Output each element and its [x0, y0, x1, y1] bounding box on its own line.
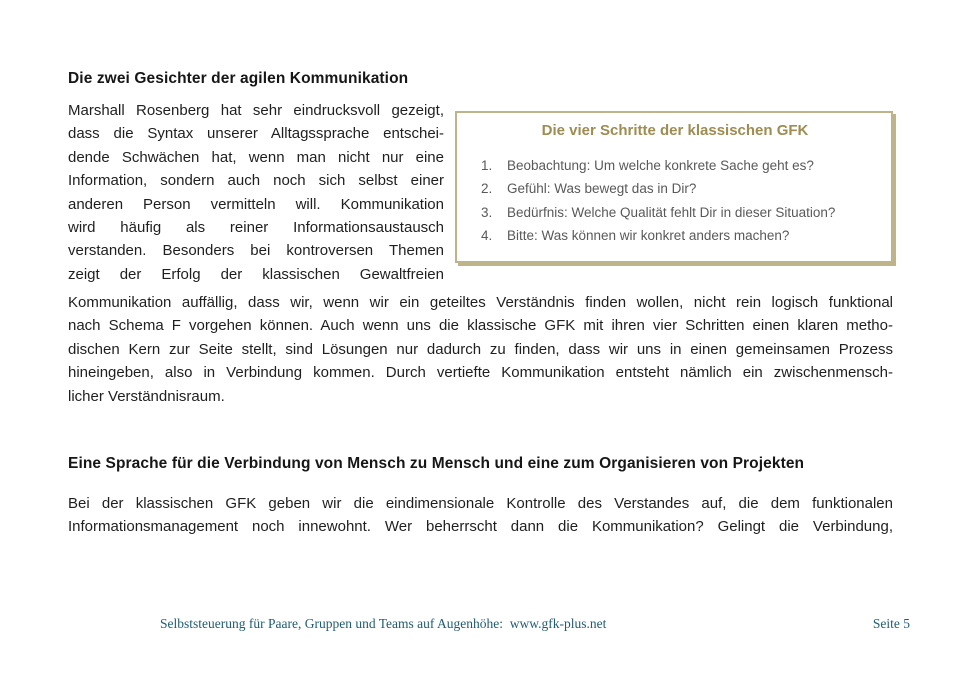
text-line: dischen Kern zur Seite stellt, sind Lösungen nur dadurch zu finden, dass wir uns in einen gemeinsamen Prozess [68, 340, 893, 358]
text-line: nach Schema F vorgehen können. Auch wenn uns die klassische GFK mit ihren vier Schritten einen klaren metho- [68, 317, 893, 335]
gfk-step-item [477, 154, 873, 177]
text-line: anderen Person vermitteln will. Kommunikation [68, 195, 444, 213]
text-line: Information, sondern auch noch sich selbst einer [68, 172, 444, 190]
text-line: Kommunikation auffällig, dass wir, wenn wir ein geteiltes Verständnis finden wollen, nicht rein logisch funktional [68, 294, 893, 311]
gfk-step-text: Gefühl: Was bewegt das in Dir? [507, 181, 697, 197]
gfk-step-text: Beobachtung: Um welche konkrete Sache geht es? [507, 158, 814, 173]
text-line: verstanden. Besonders bei kontroversen Themen [68, 242, 444, 260]
text-line: hineingeben, also in Verbindung kommen. Durch vertiefte Kommunikation entsteht nämlich ein zwischenmensch- [68, 364, 893, 382]
gfk-step-text: Bedürfnis: Welche Qualität fehlt Dir in dieser Situation? [507, 204, 836, 220]
text-line: dass die Syntax unserer Alltagssprache entschei- [68, 125, 444, 143]
gfk-step-number: 1. [481, 158, 493, 173]
gfk-steps-callout-box [455, 111, 893, 263]
paragraph-full-width [68, 291, 893, 408]
gfk-step-number: 3. [481, 204, 493, 220]
gfk-steps-list [477, 154, 873, 247]
paragraph-column-beside-box [68, 99, 444, 286]
text-line: zeigt der Erfolg der klassischen Gewaltfreien [68, 265, 444, 283]
paragraph-two [68, 492, 893, 539]
text-line: Bei der klassischen GFK geben wir die eindimensionale Kontrolle des Verstandes auf, die dem funktionalen [68, 495, 893, 512]
gfk-step-item [477, 201, 873, 224]
section-heading-eine-sprache: Eine Sprache für die Verbindung von Mensch zu Mensch und eine zum Organisieren von Projekten [68, 455, 805, 472]
gfk-step-text: Bitte: Was können wir konkret anders machen? [507, 227, 790, 243]
text-line: wird häufig als reiner Informationsaustausch [68, 219, 444, 237]
footer-page-number: Seite 5 [872, 616, 910, 631]
section-heading-agile-kommunikation: Die zwei Gesichter der agilen Kommunikation [68, 70, 409, 87]
gfk-box-title: Die vier Schritte der klassischen GFK [541, 122, 809, 139]
gfk-step-item [477, 224, 873, 247]
text-line: Marshall Rosenberg hat sehr eindrucksvoll gezeigt, [68, 102, 444, 119]
footer-tagline: Selbststeuerung für Paare, Gruppen und Teams auf Augenhöhe: www.gfk-plus.net [160, 616, 607, 631]
gfk-step-item [477, 177, 873, 200]
text-line: Informationsmanagement noch innewohnt. Wer beherrscht dann die Kommunikation? Gelingt die Verbindung, [68, 518, 893, 536]
gfk-step-number: 4. [481, 227, 493, 243]
text-line: dende Schwächen hat, wenn man nicht nur eine [68, 148, 444, 166]
text-line: licher Verständnisraum. [68, 387, 225, 405]
gfk-step-number: 2. [481, 181, 493, 197]
